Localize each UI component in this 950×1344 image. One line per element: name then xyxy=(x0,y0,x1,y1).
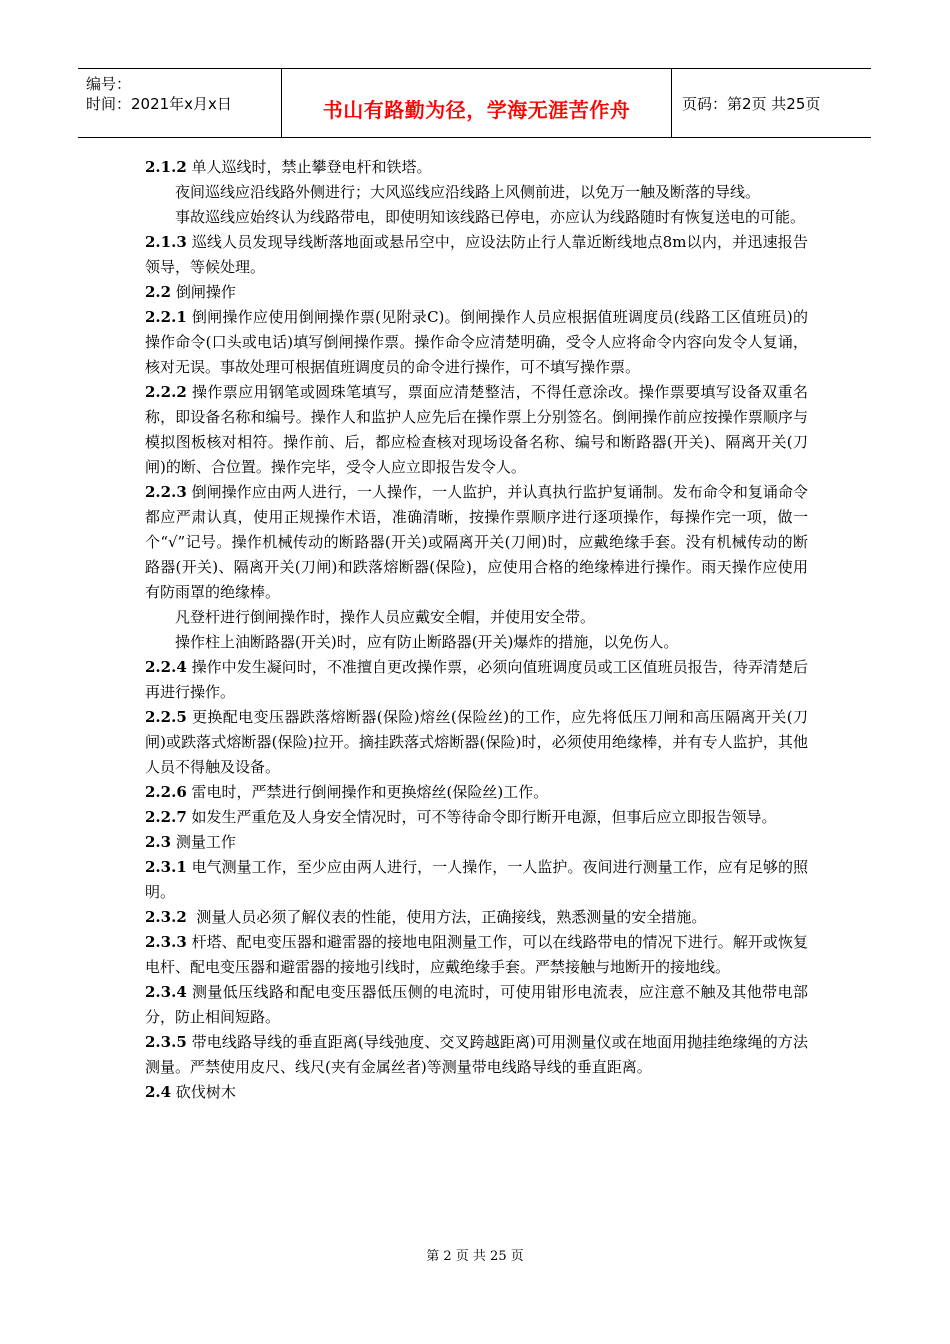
clause-number: 2.2.7 xyxy=(145,808,187,826)
clause-text: 测量人员必须了解仪表的性能，使用方法，正确接线，熟悉测量的安全措施。 xyxy=(196,908,707,926)
page-header xyxy=(78,68,871,138)
clause-2-2-6 xyxy=(145,780,808,805)
clause-2-3-2 xyxy=(145,905,808,930)
section-number: 2.3 xyxy=(145,833,172,851)
clause-2-1-3 xyxy=(145,230,808,280)
header-page-cell xyxy=(672,69,871,137)
clause-text: 杆塔、配电变压器和避雷器的接地电阻测量工作，可以在线路带电的情况下进行。解开或恢复电杆、配电变压器和避雷器的接地引线时，应戴绝缘手套。严禁接触与地断开的接地线。 xyxy=(145,933,808,976)
document-date-label: 时间：2021年x月x日 xyxy=(86,95,232,113)
paragraph-text: 事故巡线应始终认为线路带电，即使明知该线路已停电，亦应认为线路随时有恢复送电的可能。 xyxy=(175,208,806,226)
clause-number: 2.3.2 xyxy=(145,908,187,926)
clause-text: 单人巡线时，禁止攀登电杆和铁塔。 xyxy=(191,158,432,176)
paragraph-text: 操作柱上油断路器(开关)时，应有防止断路器(开关)爆炸的措施，以免伤人。 xyxy=(175,633,679,651)
section-number: 2.4 xyxy=(145,1083,172,1101)
clause-number: 2.2.3 xyxy=(145,483,187,501)
clause-number: 2.2.2 xyxy=(145,383,187,401)
clause-text: 操作中发生凝问时，不准擅自更改操作票，必须向值班调度员或工区值班员报告，待弄清楚后再进行操作。 xyxy=(145,658,808,701)
clause-2-2-4 xyxy=(145,655,808,705)
clause-number: 2.2.1 xyxy=(145,308,187,326)
clause-text: 倒闸操作应由两人进行，一人操作，一人监护，并认真执行监护复诵制。发布命令和复诵命令都应严肃认真，使用正规操作术语，准确清晰，按操作票顺序进行逐项操作，每操作完一项，做一个“√”记号。操作机械传动的断路器(开关)或隔离开关(刀闸)时，应戴绝缘手套。没有机械传动的断路器(开关)、隔离开关(刀闸)和跌落熔断器(保险)，应使用合格的绝缘棒进行操作。雨天操作应使用有防雨罩的绝缘棒。 xyxy=(145,483,808,601)
clause-text: 测量低压线路和配电变压器低压侧的电流时，可使用钳形电流表，应注意不触及其他带电部分，防止相间短路。 xyxy=(145,983,808,1026)
clause-number: 2.1.3 xyxy=(145,233,187,251)
paragraph-text: 夜间巡线应沿线路外侧进行；大风巡线应沿线路上风侧前进，以免万一触及断落的导线。 xyxy=(175,183,761,201)
section-number: 2.2 xyxy=(145,283,172,301)
clause-number: 2.3.4 xyxy=(145,983,187,1001)
clause-number: 2.3.3 xyxy=(145,933,187,951)
clause-2-2-2 xyxy=(145,380,808,480)
section-2-3-heading xyxy=(145,830,808,855)
clause-2-3-3 xyxy=(145,930,808,980)
clause-text: 巡线人员发现导线断落地面或悬吊空中，应设法防止行人靠近断线地点8m以内，并迅速报告领导，等候处理。 xyxy=(145,233,808,276)
clause-text: 雷电时，严禁进行倒闸操作和更换熔丝(保险丝)工作。 xyxy=(191,783,549,801)
paragraph-night-patrol xyxy=(145,180,808,205)
clause-2-2-1 xyxy=(145,305,808,380)
clause-number: 2.1.2 xyxy=(145,158,187,176)
page-footer: 第 2 页 共 25 页 xyxy=(426,1249,524,1264)
clause-text: 带电线路导线的垂直距离(导线弛度、交叉跨越距离)可用测量仪或在地面用抛挂绝缘绳的方法测量。严禁使用皮尺、线尺(夹有金属丝者)等测量带电线路导线的垂直距离。 xyxy=(145,1033,808,1076)
header-motto-cell xyxy=(282,69,672,137)
clause-2-3-4 xyxy=(145,980,808,1030)
clause-2-2-3 xyxy=(145,480,808,605)
clause-2-3-1 xyxy=(145,855,808,905)
clause-2-3-5 xyxy=(145,1030,808,1080)
clause-number: 2.2.4 xyxy=(145,658,187,676)
paragraph-fault-patrol xyxy=(145,205,808,230)
paragraph-pole-operation xyxy=(145,605,808,630)
clause-number: 2.3.1 xyxy=(145,858,187,876)
clause-text: 操作票应用钢笔或圆珠笔填写，票面应清楚整洁，不得任意涂改。操作票要填写设备双重名称，即设备名称和编号。操作人和监护人应先后在操作票上分别签名。倒闸操作前应按操作票顺序与模拟图板核对相符。操作前、后，都应检查核对现场设备名称、编号和断路器(开关)、隔离开关(刀闸)的断、合位置。操作完毕，受令人应立即报告发令人。 xyxy=(145,383,808,476)
section-title: 测量工作 xyxy=(175,833,236,851)
document-body xyxy=(145,155,808,1105)
header-page-info: 页码：第2页 共25页 xyxy=(682,95,821,113)
clause-text: 如发生严重危及人身安全情况时，可不等待命令即行断开电源，但事后应立即报告领导。 xyxy=(191,808,777,826)
clause-2-2-5 xyxy=(145,705,808,780)
clause-2-2-7 xyxy=(145,805,808,830)
clause-text: 更换配电变压器跌落熔断器(保险)熔丝(保险丝)的工作，应先将低压刀闸和高压隔离开关(刀闸)或跌落式熔断器(保险)拉开。摘挂跌落式熔断器(保险)时，必须使用绝缘棒，并有专人监护，其他人员不得触及设备。 xyxy=(145,708,808,776)
clause-number: 2.2.6 xyxy=(145,783,187,801)
document-number-label: 编号： xyxy=(86,75,132,93)
section-2-2-heading xyxy=(145,280,808,305)
header-motto: 书山有路勤为径，学海无涯苦作舟 xyxy=(322,98,631,122)
section-2-4-heading xyxy=(145,1080,808,1105)
paragraph-oil-breaker xyxy=(145,630,808,655)
clause-text: 倒闸操作应使用倒闸操作票(见附录C)。倒闸操作人员应根据值班调度员(线路工区值班员)的操作命令(口头或电话)填写倒闸操作票。操作命令应清楚明确，受令人应将命令内容向发令人复诵，核对无误。事故处理可根据值班调度员的命令进行操作，可不填写操作票。 xyxy=(145,308,808,376)
clause-2-1-2 xyxy=(145,155,808,180)
paragraph-text: 凡登杆进行倒闸操作时，操作人员应戴安全帽，并使用安全带。 xyxy=(175,608,596,626)
header-meta-cell xyxy=(78,69,282,137)
clause-number: 2.2.5 xyxy=(145,708,187,726)
clause-number: 2.3.5 xyxy=(145,1033,187,1051)
section-title: 砍伐树木 xyxy=(175,1083,236,1101)
clause-text: 电气测量工作，至少应由两人进行，一人操作，一人监护。夜间进行测量工作，应有足够的照明。 xyxy=(145,858,808,901)
section-title: 倒闸操作 xyxy=(175,283,236,301)
